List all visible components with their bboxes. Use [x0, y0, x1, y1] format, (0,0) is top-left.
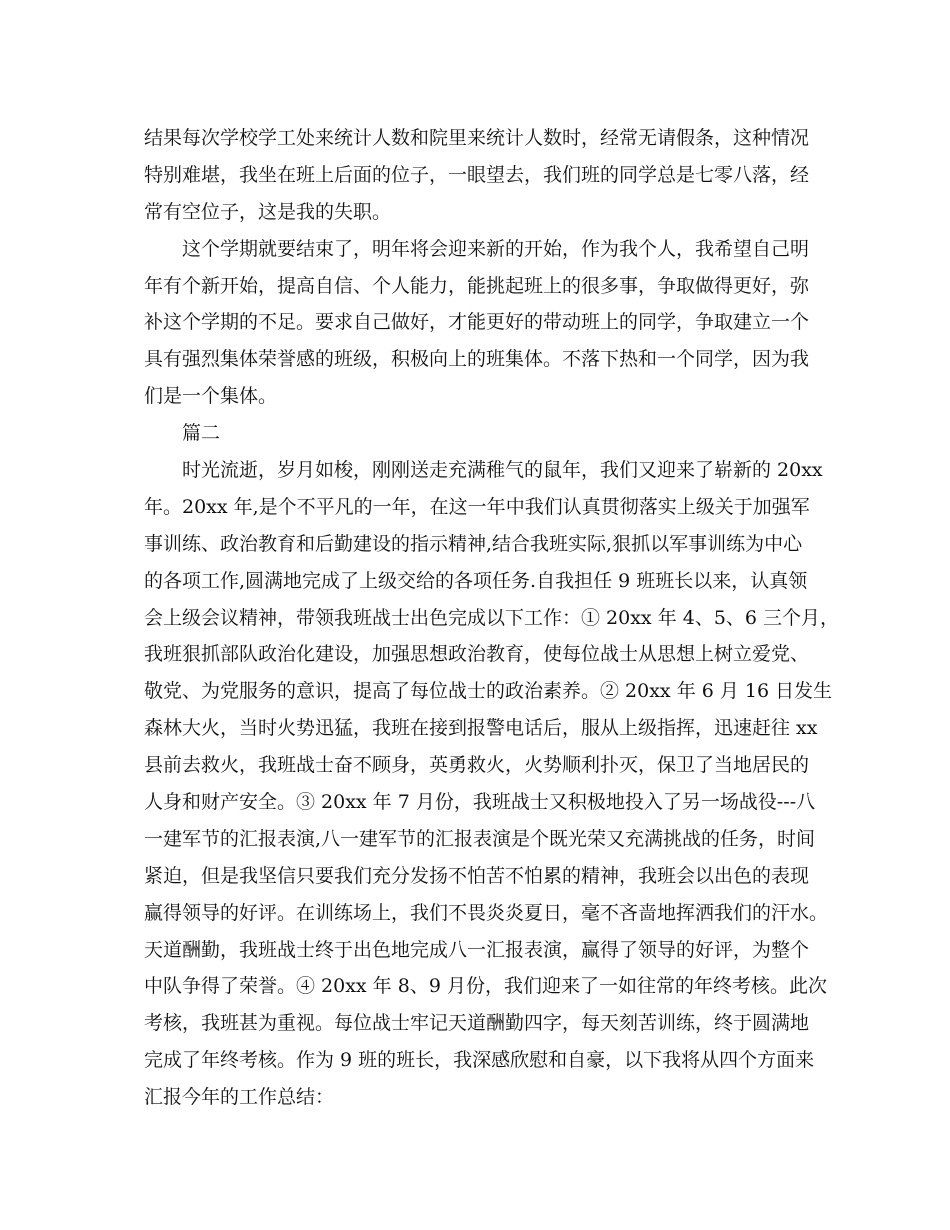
text-line: 紧迫，但是我坚信只要我们充分发扬不怕苦不怕累的精神，我班会以出色的表现: [144, 864, 810, 887]
text-line: 这个学期就要结束了，明年将会迎来新的开始，作为我个人，我希望自己明: [144, 237, 810, 260]
document-body: [144, 120, 840, 1116]
text-line: 赢得领导的好评。在训练场上，我们不畏炎炎夏日，毫不吝啬地挥洒我们的汗水。: [144, 901, 829, 924]
text-line: 完成了年终考核。作为 9 班的班长，我深感欣慰和自豪，以下我将从四个方面来: [144, 1049, 815, 1072]
text-line: 我班狠抓部队政治化建设，加强思想政治教育，使每位战士从思想上树立爱党、: [144, 643, 810, 666]
text-line: 结果每次学校学工处来统计人数和院里来统计人数时，经常无请假条，这种情况: [144, 127, 810, 149]
text-line: 年有个新开始，提高自信、个人能力，能挑起班上的很多事，争取做得更好，弥: [144, 274, 810, 297]
text-line: 具有强烈集体荣誉感的班级，积极向上的班集体。不落下热和一个同学，因为我: [144, 348, 810, 371]
text-line: 特别难堪，我坐在班上后面的位子，一眼望去，我们班的同学总是七零八落，经: [144, 163, 810, 186]
text-line: 敬党、为党服务的意识，提高了每位战士的政治素养。② 20xx 年 6 月 16 日发生: [144, 680, 833, 703]
text-line: 天道酬勤，我班战士终于出色地完成八一汇报表演，赢得了领导的好评，为整个: [144, 938, 810, 961]
text-line: 考核，我班甚为重视。每位战士牢记天道酬勤四字，每天刻苦训练，终于圆满地: [144, 1012, 810, 1035]
text-line: 事训练、政治教育和后勤建设的指示精神,结合我班实际,狠抓以军事训练为中心: [144, 532, 803, 555]
text-line: 一建军节的汇报表演,八一建军节的汇报表演是个既光荣又充满挑战的任务，时间: [144, 827, 816, 850]
text-line: 时光流逝，岁月如梭，刚刚送走充满稚气的鼠年，我们又迎来了崭新的 20xx: [144, 459, 823, 482]
text-line: 人身和财产安全。③ 20xx 年 7 月份，我班战士又积极地投入了另一场战役---八: [144, 791, 816, 814]
text-line: 们是一个集体。: [144, 385, 278, 408]
text-line: 常有空位子，这是我的失职。: [144, 200, 392, 223]
text-line: 中队争得了荣誉。④ 20xx 年 8、9 月份，我们迎来了一如往常的年终考核。此次: [144, 975, 827, 998]
text-line: 补这个学期的不足。要求自己做好，才能更好的带动班上的同学，争取建立一个: [144, 311, 810, 334]
text-line: 县前去救火，我班战士奋不顾身，英勇救火，火势顺利扑灭，保卫了当地居民的: [144, 754, 810, 777]
text-line: 汇报今年的工作总结：: [144, 1086, 335, 1109]
section-heading: 篇二: [144, 422, 221, 445]
text-line: 会上级会议精神，带领我班战士出色完成以下工作：① 20xx 年 4、5、6 三个月，: [144, 606, 840, 629]
text-line: 年。20xx 年,是个不平凡的一年，在这一年中我们认真贯彻落实上级关于加强军: [144, 495, 810, 518]
text-line: 森林大火，当时火势迅猛，我班在接到报警电话后，服从上级指挥，迅速赶往 xx: [144, 717, 818, 740]
text-line: 的各项工作,圆满地完成了上级交给的各项任务.自我担任 9 班班长以来，认真领: [144, 569, 808, 592]
